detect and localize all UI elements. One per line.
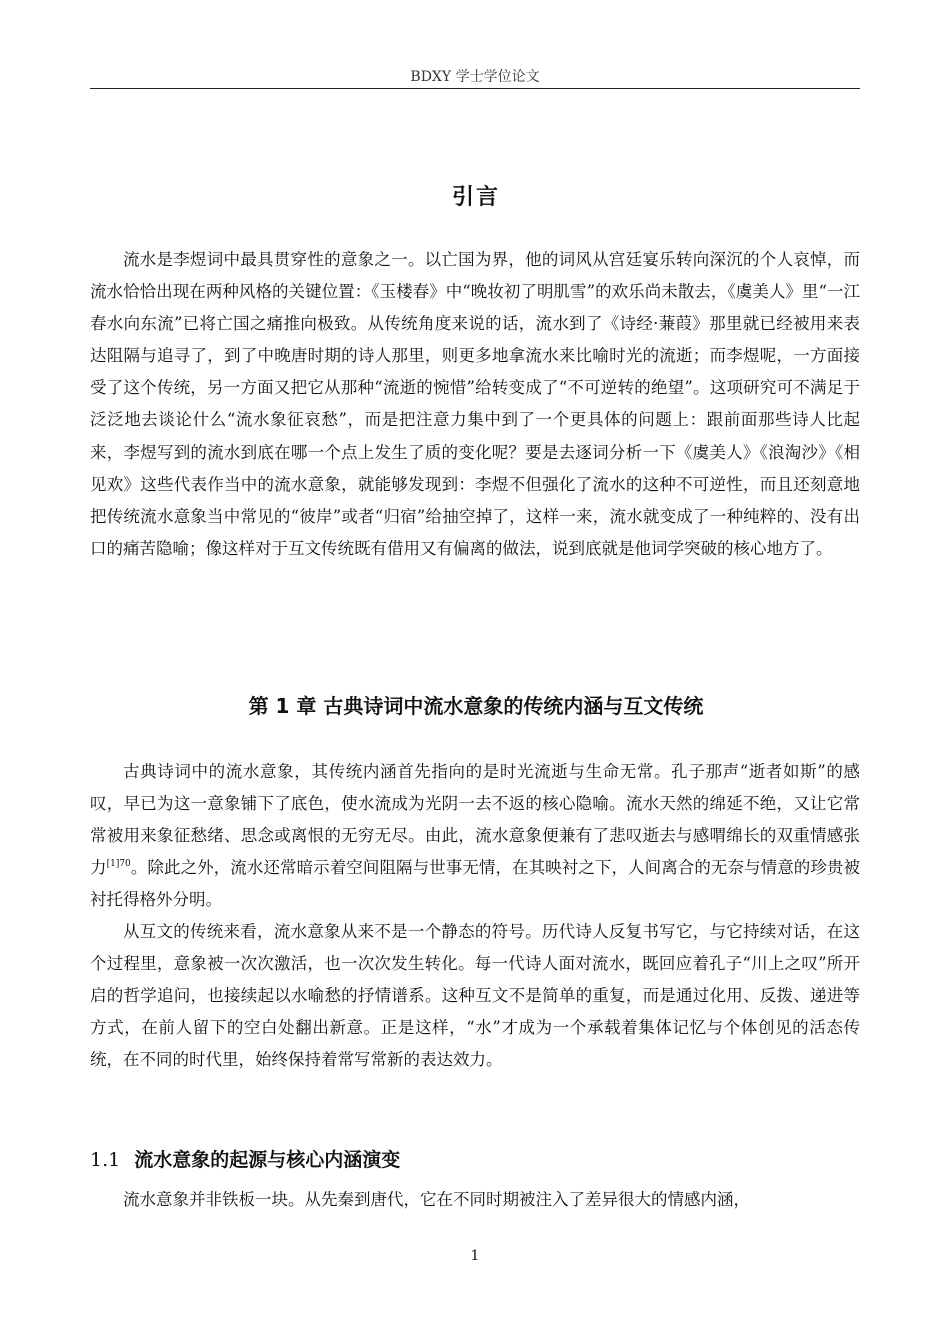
page-number: 1: [470, 1248, 480, 1264]
header-rule: [90, 88, 860, 89]
section-title: 流水意象的起源与核心内涵演变: [134, 1149, 401, 1171]
chapter-1-title: 第 1 章 古典诗词中流水意象的传统内涵与互文传统: [248, 694, 704, 718]
section-number: 1.1: [90, 1149, 121, 1171]
chapter-1-paragraph-2: 从互文的传统来看，流水意象从来不是一个静态的符号。历代诗人反复书写它，与它持续对话，在这个过程里，意象被一次次激活，也一次次发生转化。每一代诗人面对流水，既回应着孔子“川上之叹”所开启的哲学追问，也接续起以水喻愁的抒情谱系。这种互文不是简单的重复，而是通过化用、反拨、递进等方式，在前人留下的空白处翻出新意。正是这样，“水”才成为一个承载着集体记忆与个体创见的活态传统，在不同的时代里，始终保持着常写常新的表达效力。: [90, 922, 860, 1070]
intro-paragraph: 流水是李煜词中最具贯穿性的意象之一。以亡国为界，他的词风从宫廷宴乐转向深沉的个人哀悼，而流水恰恰出现在两种风格的关键位置：《玉楼春》中“晚妆初了明肌雪”的欢乐尚未散去，《虞美人》里“一江春水向东流”已将亡国之痛推向极致。从传统角度来说的话，流水到了《诗经·蒹葭》那里就已经被用来表达阻隔与追寻了，到了中晚唐时期的诗人那里，则更多地拿流水来比喻时光的流逝；而李煜呢，一方面接受了这个传统，另一方面又把它从那种“流逝的惋惜”给转变成了“不可逆转的绝望”。这项研究可不满足于泛泛地去谈论什么“流水象征哀愁”，而是把注意力集中到了一个更具体的问题上：跟前面那些诗人比起来，李煜写到的流水到底在哪一个点上发生了质的变化呢？要是去逐词分析一下《虞美人》《浪淘沙》《相见欢》这些代表作当中的流水意象，就能够发现到：李煜不但强化了流水的这种不可逆性，而且还刻意地把传统流水意象当中常见的“彼岸”或者“归宿”给抽空掉了，这样一来，流水就变成了一种纯粹的、没有出口的痛苦隐喻；像这样对于互文传统既有借用又有偏离的做法，说到底就是他词学突破的核心地方了。: [90, 250, 860, 558]
intro-title: 引言: [451, 185, 500, 210]
section-1-1-paragraph: 流水意象并非铁板一块。从先秦到唐代，它在不同时期被注入了差异很大的情感内涵，: [123, 1190, 750, 1209]
chapter-1-paragraph-1: [90, 756, 860, 916]
section-1-1-heading: [90, 1145, 400, 1172]
chapter-1-paragraph-1-text: 古典诗词中的流水意象，其传统内涵首先指向的是时光流逝与生命无常。孔子那声“逝者如斯”的感叹，早已为这一意象铺下了底色，使水流成为光阴一去不返的核心隐喻。流水天然的绵延不绝，又让它常常被用来象征愁绪、思念或离恨的无穷无尽。由此，流水意象便兼有了悲叹逝去与感喟绵长的双重情感张力: [90, 762, 860, 878]
chapter-1-paragraph-1-text-cont: 。除此之外，流水还常暗示着空间阻隔与世事无情，在其映衬之下，人间离合的无奈与情意的珍贵被衬托得格外分明。: [90, 858, 861, 910]
running-header: BDXY 学士学位论文: [410, 69, 540, 85]
citation-ref: [1]70: [106, 859, 131, 870]
